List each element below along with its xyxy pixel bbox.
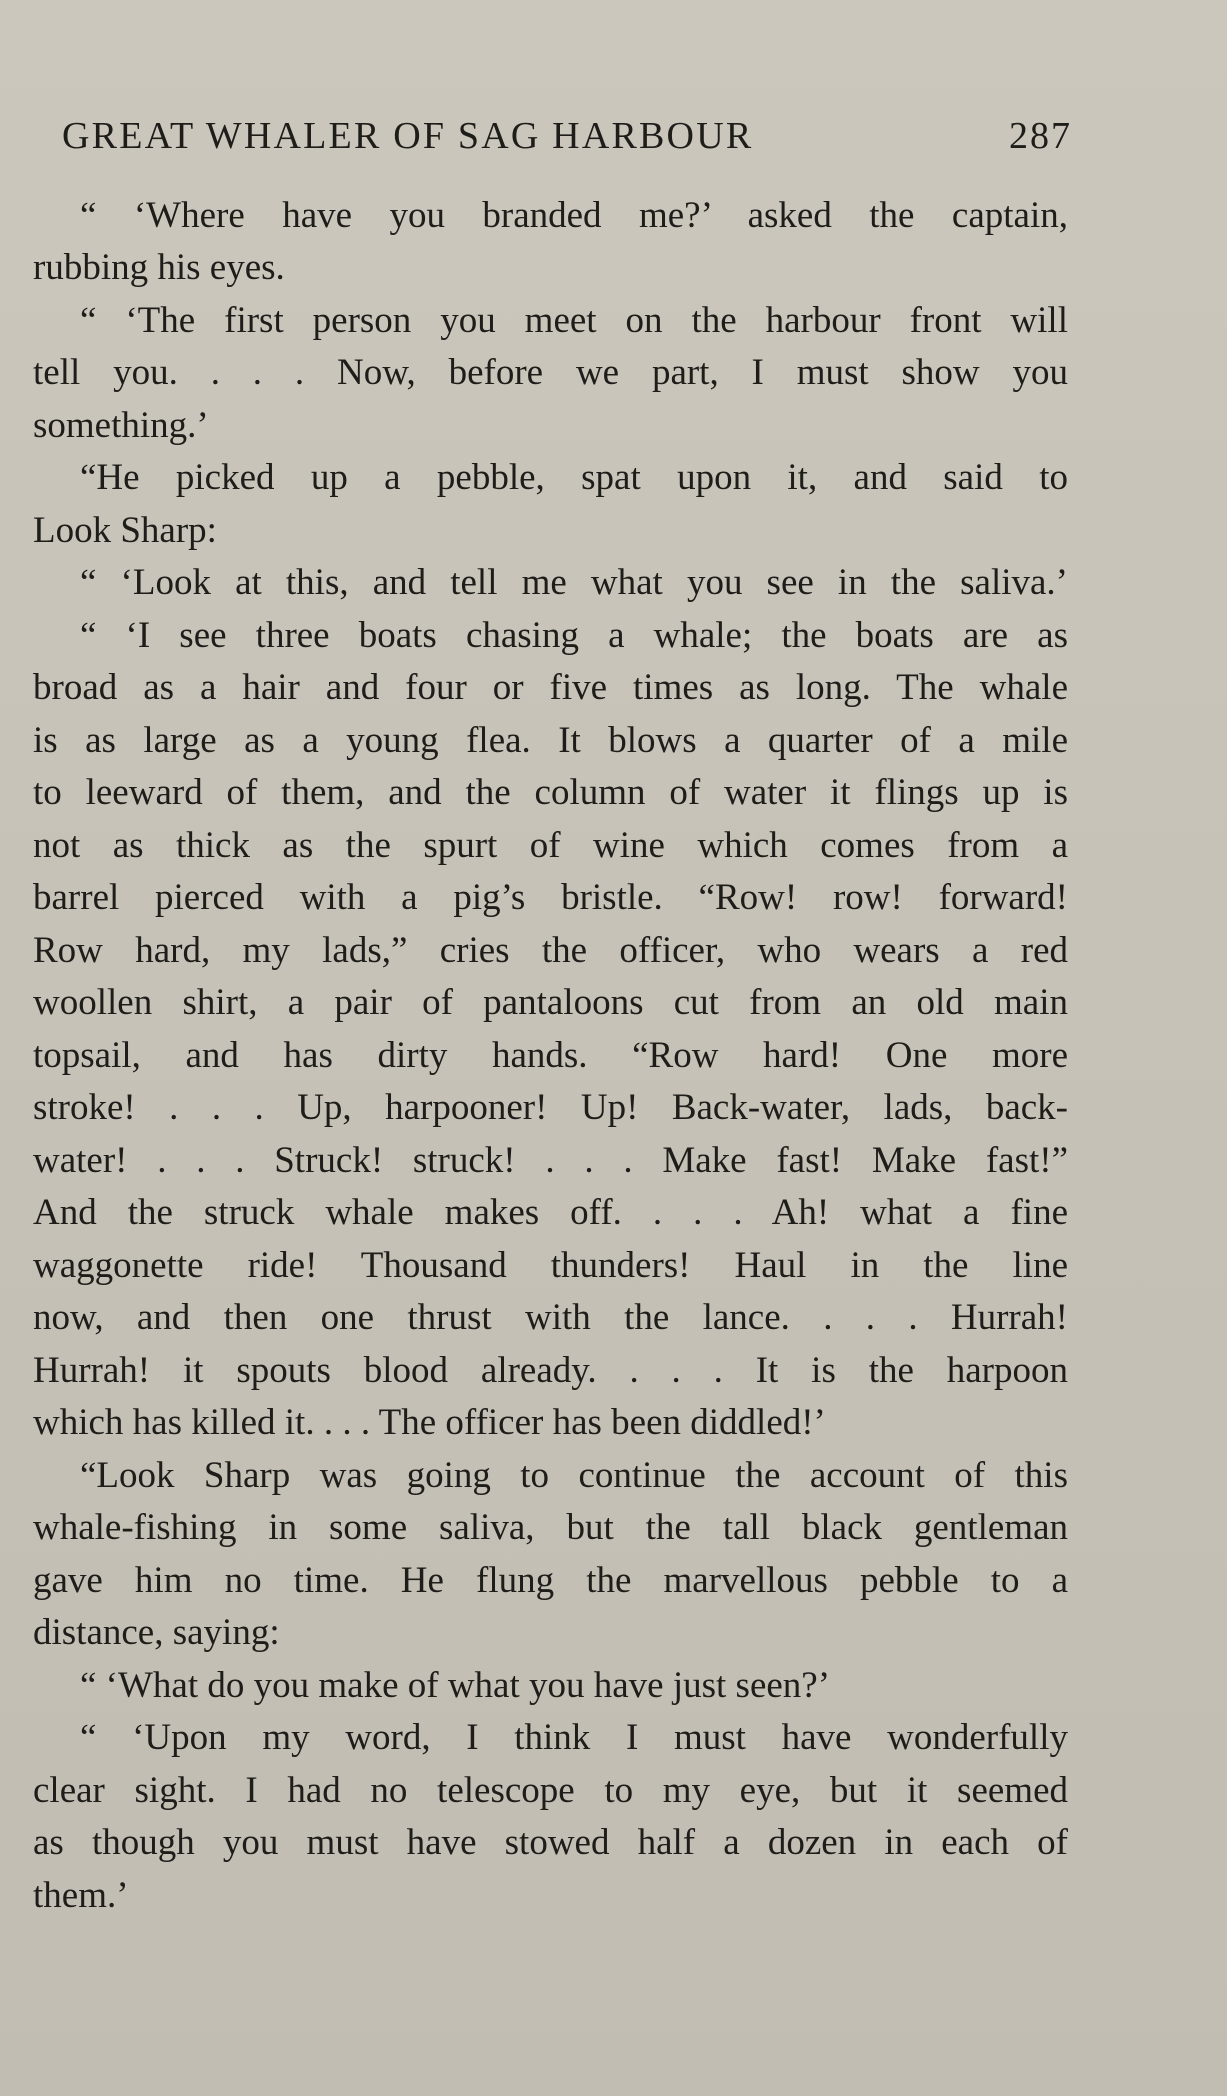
text-line: “Look Sharp was going to continue the account of this: [80, 1455, 1068, 1496]
text-line: barrel pierced with a pig’s bristle. “Row! row! forward!: [33, 877, 1068, 918]
text-line: water! . . . Struck! struck! . . . Make fast! Make fast!”: [33, 1140, 1068, 1181]
text-line: woollen shirt, a pair of pantaloons cut from an old main: [33, 982, 1068, 1023]
text-line: topsail, and has dirty hands. “Row hard! One more: [33, 1035, 1068, 1076]
text-line: clear sight. I had no telescope to my eye, but it seemed: [33, 1770, 1068, 1811]
text-line: distance, saying:: [33, 1612, 280, 1653]
running-title: GREAT WHALER OF SAG HARBOUR: [62, 115, 754, 157]
text-line: “ ‘Upon my word, I think I must have wonderfully: [80, 1717, 1068, 1758]
running-head: [62, 106, 1072, 166]
text-line: rubbing his eyes.: [33, 247, 285, 288]
text-line: “ ‘The first person you meet on the harbour front will: [80, 300, 1068, 341]
text-line: whale-fishing in some saliva, but the tall black gentleman: [33, 1507, 1068, 1548]
text-line: Hurrah! it spouts blood already. . . . It is the harpoon: [33, 1350, 1068, 1391]
text-line: “He picked up a pebble, spat upon it, and said to: [80, 457, 1068, 498]
text-line: which has killed it. . . . The officer has been diddled!’: [33, 1402, 826, 1443]
text-line: broad as a hair and four or five times as long. The whale: [33, 667, 1068, 708]
text-line: to leeward of them, and the column of water it flings up is: [33, 772, 1068, 813]
page-number: 287: [1009, 115, 1072, 157]
text-line: gave him no time. He flung the marvellous pebble to a: [33, 1560, 1068, 1601]
text-line: “ ‘I see three boats chasing a whale; the boats are as: [80, 615, 1068, 656]
text-line: “ ‘Where have you branded me?’ asked the captain,: [80, 195, 1068, 236]
text-line: as though you must have stowed half a dozen in each of: [33, 1822, 1068, 1863]
text-line: “ ‘Look at this, and tell me what you see in the saliva.’: [80, 562, 1068, 603]
text-line: something.’: [33, 405, 209, 446]
text-line: now, and then one thrust with the lance. . . . Hurrah!: [33, 1297, 1068, 1338]
text-line: Look Sharp:: [33, 510, 217, 551]
text-line: And the struck whale makes off. . . . Ah! what a fine: [33, 1192, 1068, 1233]
text-line: Row hard, my lads,” cries the officer, who wears a red: [33, 930, 1068, 971]
text-line: waggonette ride! Thousand thunders! Haul in the line: [33, 1245, 1068, 1286]
text-line: stroke! . . . Up, harpooner! Up! Back-water, lads, back-: [33, 1087, 1068, 1128]
text-line: “ ‘What do you make of what you have just seen?’: [80, 1665, 831, 1706]
text-line: them.’: [33, 1875, 129, 1916]
text-line: tell you. . . . Now, before we part, I must show you: [33, 352, 1068, 393]
text-line: is as large as a young flea. It blows a quarter of a mile: [33, 720, 1068, 761]
text-line: not as thick as the spurt of wine which comes from a: [33, 825, 1068, 866]
